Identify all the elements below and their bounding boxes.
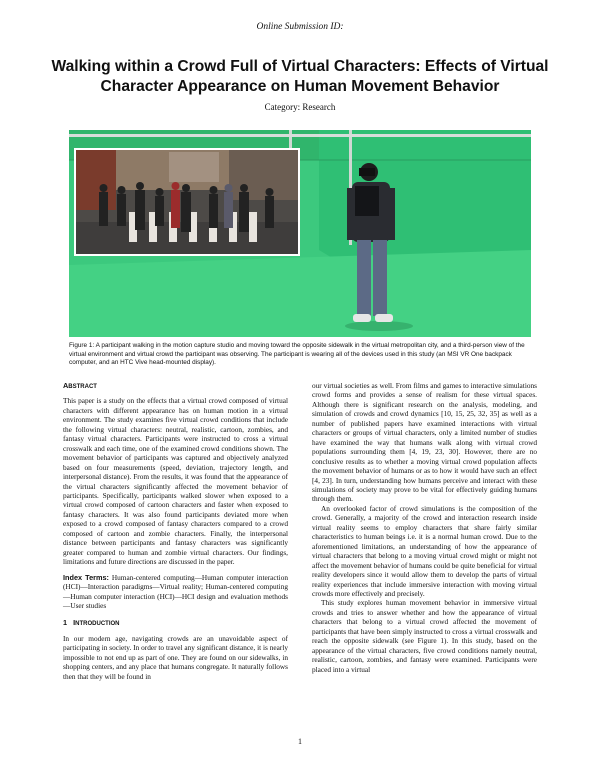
submission-id: Online Submission ID:	[256, 22, 344, 32]
intro-paragraph-1: In our modern age, navigating crowds are an unavoidable aspect of participating in society. In order to travel any significant distance, it is nearly impossible to not end up as part of one. They are found on our sidewalks, in shopping centers, and any place that humans congregate. It naturally follows then that they will be found in	[63, 633, 288, 681]
teaser-photo	[69, 130, 531, 337]
intro-paragraph-1-continued: our virtual societies as well. From films and games to interactive simulations crowd forms and provides a sense of realism for these virtual spaces. Although there is significant research on the analysis, modeling, and simulation of crowds and crowd dynamics [10, 15, 25, 32, 35] as well as a number of published papers have examined interactions with virtual characters or groups of virtual characters, only a limited number of studies have examined the way that humans walk along with virtual crowd populations surrounding them [4, 19, 23, 30]. However, there are no conclusive results as to whether a moving virtual crowd population affects the movement behavior of humans or as to how it would have such an effect [4, 23]. In turn, understanding how humans perceive and interact with these simulations of society may prove to be vital for effectively guiding humans through them.	[312, 381, 537, 504]
teaser-figure	[69, 130, 531, 337]
right-column	[312, 381, 537, 674]
abstract-heading: ABSTRACT	[63, 381, 97, 390]
index-terms	[63, 573, 288, 611]
index-terms-text: Human-centered computing—Human computer interaction (HCI)—Interaction paradigms—Virtual reality; Human-centered computing—Human computer interaction (HCI)—HCI design and evaluation methods—User studies	[63, 572, 289, 610]
introduction-heading: 1 INTRODUCTION	[63, 618, 120, 628]
page-number: 1	[298, 737, 302, 746]
virtual-crowd-inset	[74, 148, 300, 256]
abstract-text: This paper is a study on the effects that a virtual crowd composed of virtual characters with different appearance has on human motion in a virtual environment. The study examines five virtual crowd conditions that include the following virtual characters: neutral, realistic, cartoon, zombies, and fantasy virtual characters. Participants were instructed to cross a virtual crosswalk and each time, one of the examined crowd conditions shown. The movement behavior of participants was captured and objectively analyzed based on four measurements (speed, deviation, trajectory length, and interpersonal distance). From the results, it was found that the appearance of the virtual characters significantly affected the movement behavior of participants. Specifically, participants walked slower when exposed to a virtual crowd composed of cartoon characters and faster when exposed to fantasy characters. It was also found participants deviated more when exposed to a crowd composed of fantasy characters compared to a crowd composed of cartoon and zombie characters. Finally, the interpersonal distance between participants and fantasy characters was significantly greater compared to human and zombie virtual characters. Our findings, limitations and future directions are discussed in the paper.	[63, 396, 288, 567]
paper-category: Category: Research	[264, 102, 336, 112]
left-column	[63, 381, 288, 681]
intro-paragraph-2: An overlooked factor of crowd simulations is the composition of the crowd. Generally, a majority of the crowd and interaction research inside virtual reality seems to employ characters that share fairly similar characteristics to human beings i.e. it is a normal human crowd. Due to the aforementioned limitations, an understanding of how the appearance of virtual characters that belong to a moving virtual crowd might or might not affect the movement behavior of humans could be quite beneficial for virtual reality developers since it would allow them to develop the parts of virtual reality experiences that include immersive interaction with moving virtual crowds more effectively and precisely.	[312, 503, 537, 598]
paper-title: Walking within a Crowd Full of Virtual Characters: Effects of Virtual Character Appearance on Human Movement Behavior	[51, 58, 549, 95]
index-terms-label: Index Terms:	[63, 572, 109, 582]
figure-caption: Figure 1: A participant walking in the motion capture studio and moving toward the opposite sidewalk in the virtual metropolitan city, and a third-person view of the virtual environment and virtual crowd the participant was observing. The participant is wearing all of the devices used in this study (an MSI VR One backpack computer, and an HTC Vive head-mounted display).	[69, 342, 525, 367]
intro-paragraph-3: This study explores human movement behavior in immersive virtual crowds and tries to answer whether and how the appearance of virtual characters that belong to a virtual crowd affected the movement of participants that have been simply instructed to cross a virtual crosswalk and reach the opposite sidewalk (see Figure 1). In this study, based on the appearance of the virtual characters, five crowd conditions namely neutral, realistic, cartoon, zombies, and fantasy were examined. Participants were placed into a virtual	[312, 598, 537, 674]
